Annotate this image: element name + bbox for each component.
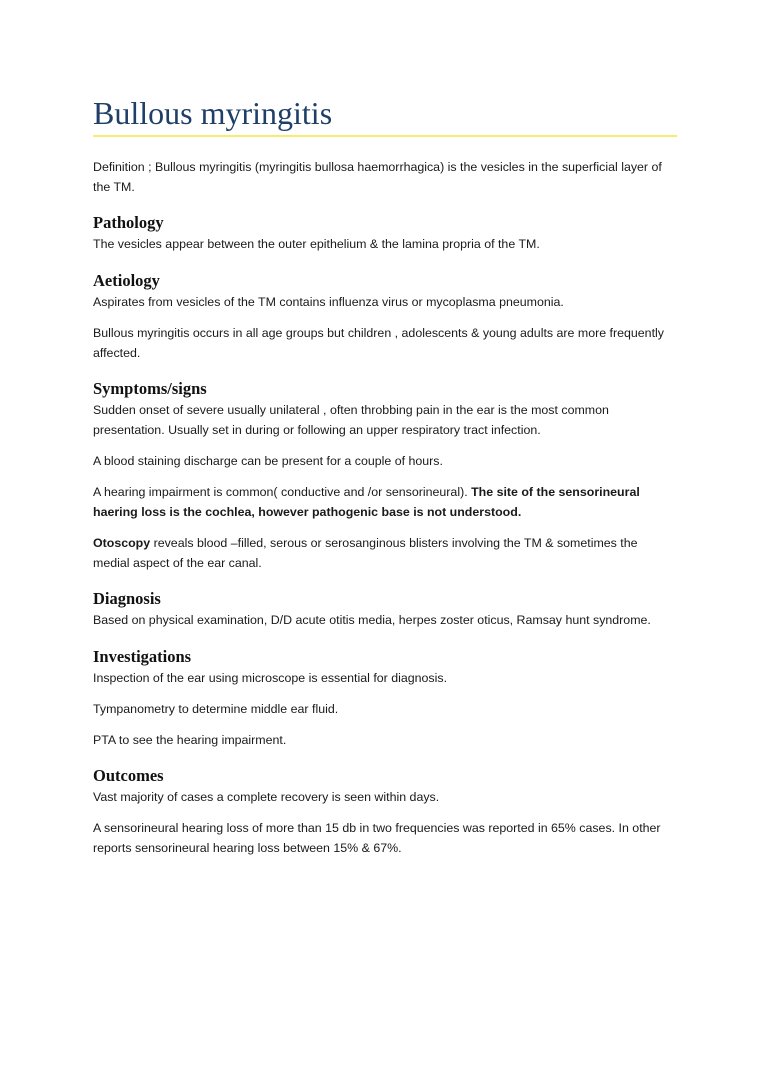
symptoms-paragraph-3	[93, 482, 677, 522]
aetiology-paragraph-1: Aspirates from vesicles of the TM contains influenza virus or mycoplasma pneumonia.	[93, 295, 564, 309]
investigations-paragraph-1: Inspection of the ear using microscope is essential for diagnosis.	[93, 671, 448, 685]
aetiology-paragraph-2: Bullous myringitis occurs in all age groups but children , adolescents & young adults are more frequently affected.	[93, 326, 664, 360]
symptoms-paragraph-2: A blood staining discharge can be present for a couple of hours.	[93, 454, 443, 468]
definition-paragraph: Definition ; Bullous myringitis (myringitis bullosa haemorrhagica) is the vesicles in the superficial layer of the TM.	[93, 160, 662, 194]
outcomes-paragraph-1: Vast majority of cases a complete recovery is seen within days.	[93, 790, 440, 804]
symptoms-paragraph-1: Sudden onset of severe usually unilateral , often throbbing pain in the ear is the most common presentation. Usually set in during or following an upper respiratory tract infection.	[93, 403, 609, 437]
heading-pathology: Pathology	[93, 213, 164, 232]
symptoms-paragraph-3-bold: The site of the sensorineural haering loss is the cochlea, however pathogenic base is not understood.	[93, 485, 640, 519]
title-underline	[93, 135, 677, 137]
outcomes-paragraph-2: A sensorineural hearing loss of more than 15 db in two frequencies was reported in 65% cases. In other reports sensorineural hearing loss between 15% & 67%.	[93, 821, 661, 855]
document-page	[93, 94, 677, 858]
document-title: Bullous myringitis	[93, 95, 333, 131]
investigations-paragraph-2: Tympanometry to determine middle ear fluid.	[93, 702, 339, 716]
symptoms-paragraph-3-text: A hearing impairment is common( conductive and /or sensorineural).	[93, 485, 472, 499]
diagnosis-paragraph: Based on physical examination, D/D acute otitis media, herpes zoster oticus, Ramsay hunt syndrome.	[93, 613, 651, 627]
otoscopy-term: Otoscopy	[93, 536, 151, 550]
heading-investigations: Investigations	[93, 647, 192, 666]
heading-aetiology: Aetiology	[93, 271, 160, 290]
symptoms-paragraph-4	[93, 533, 677, 573]
investigations-paragraph-3: PTA to see the hearing impairment.	[93, 733, 287, 747]
pathology-paragraph: The vesicles appear between the outer epithelium & the lamina propria of the TM.	[93, 237, 540, 251]
heading-symptoms: Symptoms/signs	[93, 379, 207, 398]
otoscopy-text: reveals blood –filled, serous or serosanginous blisters involving the TM & sometimes the medial aspect of the ear canal.	[93, 536, 638, 570]
heading-diagnosis: Diagnosis	[93, 589, 161, 608]
heading-outcomes: Outcomes	[93, 766, 164, 785]
